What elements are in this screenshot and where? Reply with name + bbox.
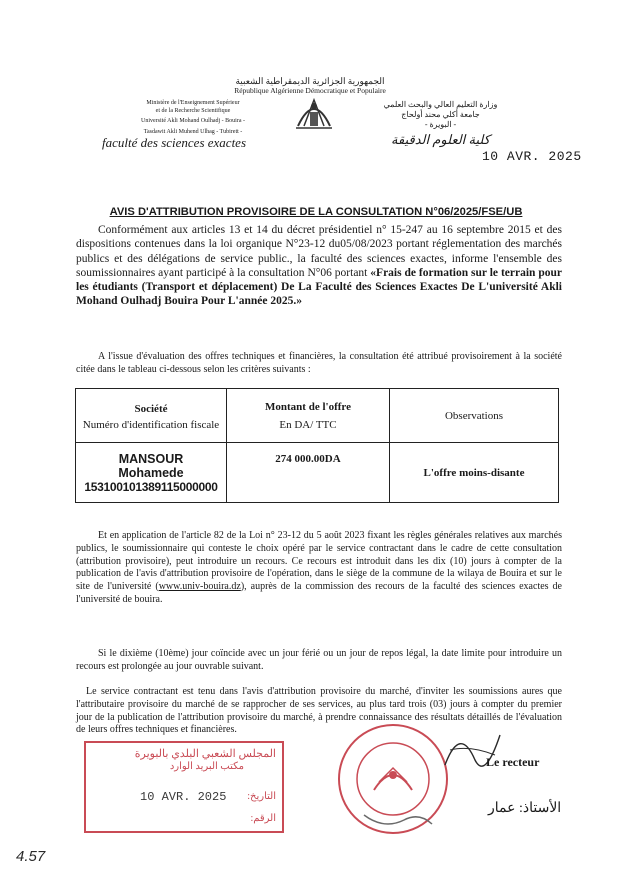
paragraph-service: Le service contractant est tenu dans l'avis d'attribution provisoire du marché, d'inviter les soumissions aures que l'attributaire provisoire du marché de se rapprocher de ses services, au plus tard trois (03) jours à compter du premier jour de la publication de l'attribution provisoire du marché, à prendre connaissance des résultats détaillés de l'évaluation de leurs offres techniques et financières. <box>76 686 562 736</box>
document-title: AVIS D'ATTRIBUTION PROVISOIRE DE LA CONSULTATION N°06/2025/FSE/UB <box>109 206 523 218</box>
reception-stamp <box>84 741 284 833</box>
stamp-date: 10 AVR. 2025 <box>140 790 227 804</box>
paragraph-recours <box>76 530 562 607</box>
attribution-table <box>75 388 559 503</box>
signatory-name-arabic: الأستاذ: عمار <box>488 801 562 816</box>
paragraph-delay: Si le dixième (10ème) jour coïncide avec un jour férié ou un jour de repos légal, la date limite pour introduire un recours est prolongée au jour ouvrable suivant. <box>76 648 562 672</box>
date-stamp: 10 AVR. 2025 <box>482 149 582 164</box>
university-line-kabyle: Tasdawit Akli Muhend Ulhag - Tubirett - <box>143 128 243 135</box>
header-montant-label: Montant de l'offre <box>265 400 351 413</box>
recours-text-end: ), auprès de la commission des recours de la faculté des sciences exactes de l'université de bouira. <box>76 581 562 605</box>
republic-arabic: الجمهورية الجزائرية الديمقراطية الشعبية <box>235 76 385 86</box>
cell-observation: L'offre moins-disante <box>390 443 559 503</box>
recours-text: Et en application de l'article 82 de la Loi n° 23-12 du 5 août 2023 fixant les règles générales relatives aux marchés publics, le soumissionnaire qui conteste le choix opéré par le service contractant dans le cadre de cette consultation (attribution provisoire), peut introduire un recours. Ce recours est introduit dans les dix (10) jours à compter de la publication de l'avis d'attribution provisoire de l'opération, dans le siège de la commune de la wilaya de Bouira et sur le site de l'université ( <box>76 530 562 593</box>
signatory-title: Le recteur <box>486 755 540 769</box>
header-montant <box>227 389 390 443</box>
faculty-name-french: faculté des sciences exactes <box>102 135 247 151</box>
university-line-ar: جامعة أكلي محند أولحاج <box>401 110 480 119</box>
university-logo <box>292 86 336 134</box>
university-website-link[interactable]: www.univ-bouira.dz <box>158 581 241 593</box>
consultation-object: «Frais de formation sur le terrain pour les étudiants (Transport et déplacement) De La Faculté des Sciences Exactes De L'université Akli Mohand Oulhadj Bouira Pour L'année 2025.» <box>76 266 562 308</box>
paragraph-intro <box>76 223 562 309</box>
header-societe-label: Société <box>134 402 168 415</box>
ministry-line: et de la Recherche Scientifique <box>155 107 231 114</box>
header-observations <box>390 389 559 443</box>
company-nif: 153100101389115000000 <box>84 479 218 494</box>
header-right-block <box>358 100 523 145</box>
paragraph-evaluation: A l'issue d'évaluation des offres techniques et financières, la consultation été attribué provisoirement à la société citée dans le tableau ci-dessous selon les critères suivants : <box>76 351 562 375</box>
table-header-row <box>76 389 559 443</box>
header-observations-label: Observations <box>444 409 504 422</box>
header-societe <box>76 389 227 443</box>
ministry-line-ar: وزارة التعليم العالي والبحث العلمي <box>383 100 498 109</box>
ministry-line: Ministère de l'Enseignement Supérieur <box>146 100 240 106</box>
official-round-seal <box>334 720 452 838</box>
university-line: Université Akli Mohand Oulhadj - Bouira - <box>141 118 245 125</box>
stamp-number-label: الرقم: <box>250 813 276 824</box>
intro-text: Conformément aux articles 13 et 14 du décret présidentiel n° 15-247 au 16 septembre 2015 et des dispositions contenues dans la loi organique N°23-12 du05/08/2023 portant réglementation des marchés publics et des délégations de service public., la faculté des sciences exactes, informe l'ensemble des soumissionnaires ayant participé à la consultation N°06 portant <box>76 224 562 279</box>
header-left-block <box>102 100 268 151</box>
handwritten-note: 4.57 <box>16 848 46 865</box>
header-currency-label: En DA/ TTC <box>279 418 337 431</box>
faculty-name-arabic: كلية العلوم الدقيقة <box>391 132 490 147</box>
stamp-date-label: التاريخ: <box>247 791 276 802</box>
stamp-office-line: مكتب البريد الوارد <box>169 761 244 772</box>
republic-french: République Algérienne Démocratique et Populaire <box>234 86 386 95</box>
city-line-ar: - البويرة - <box>424 120 457 129</box>
header-nif-label: Numéro d'identification fiscale <box>82 418 220 431</box>
cell-company <box>76 443 227 503</box>
cell-amount: 274 000.00DA <box>227 443 390 503</box>
stamp-council-line: المجلس الشعبي البلدي بالبويرة <box>134 748 276 760</box>
company-name: MANSOUR <box>118 451 184 466</box>
table-row <box>76 443 559 503</box>
signature-mark <box>440 720 510 780</box>
company-firstname: Mohamede <box>118 465 184 480</box>
